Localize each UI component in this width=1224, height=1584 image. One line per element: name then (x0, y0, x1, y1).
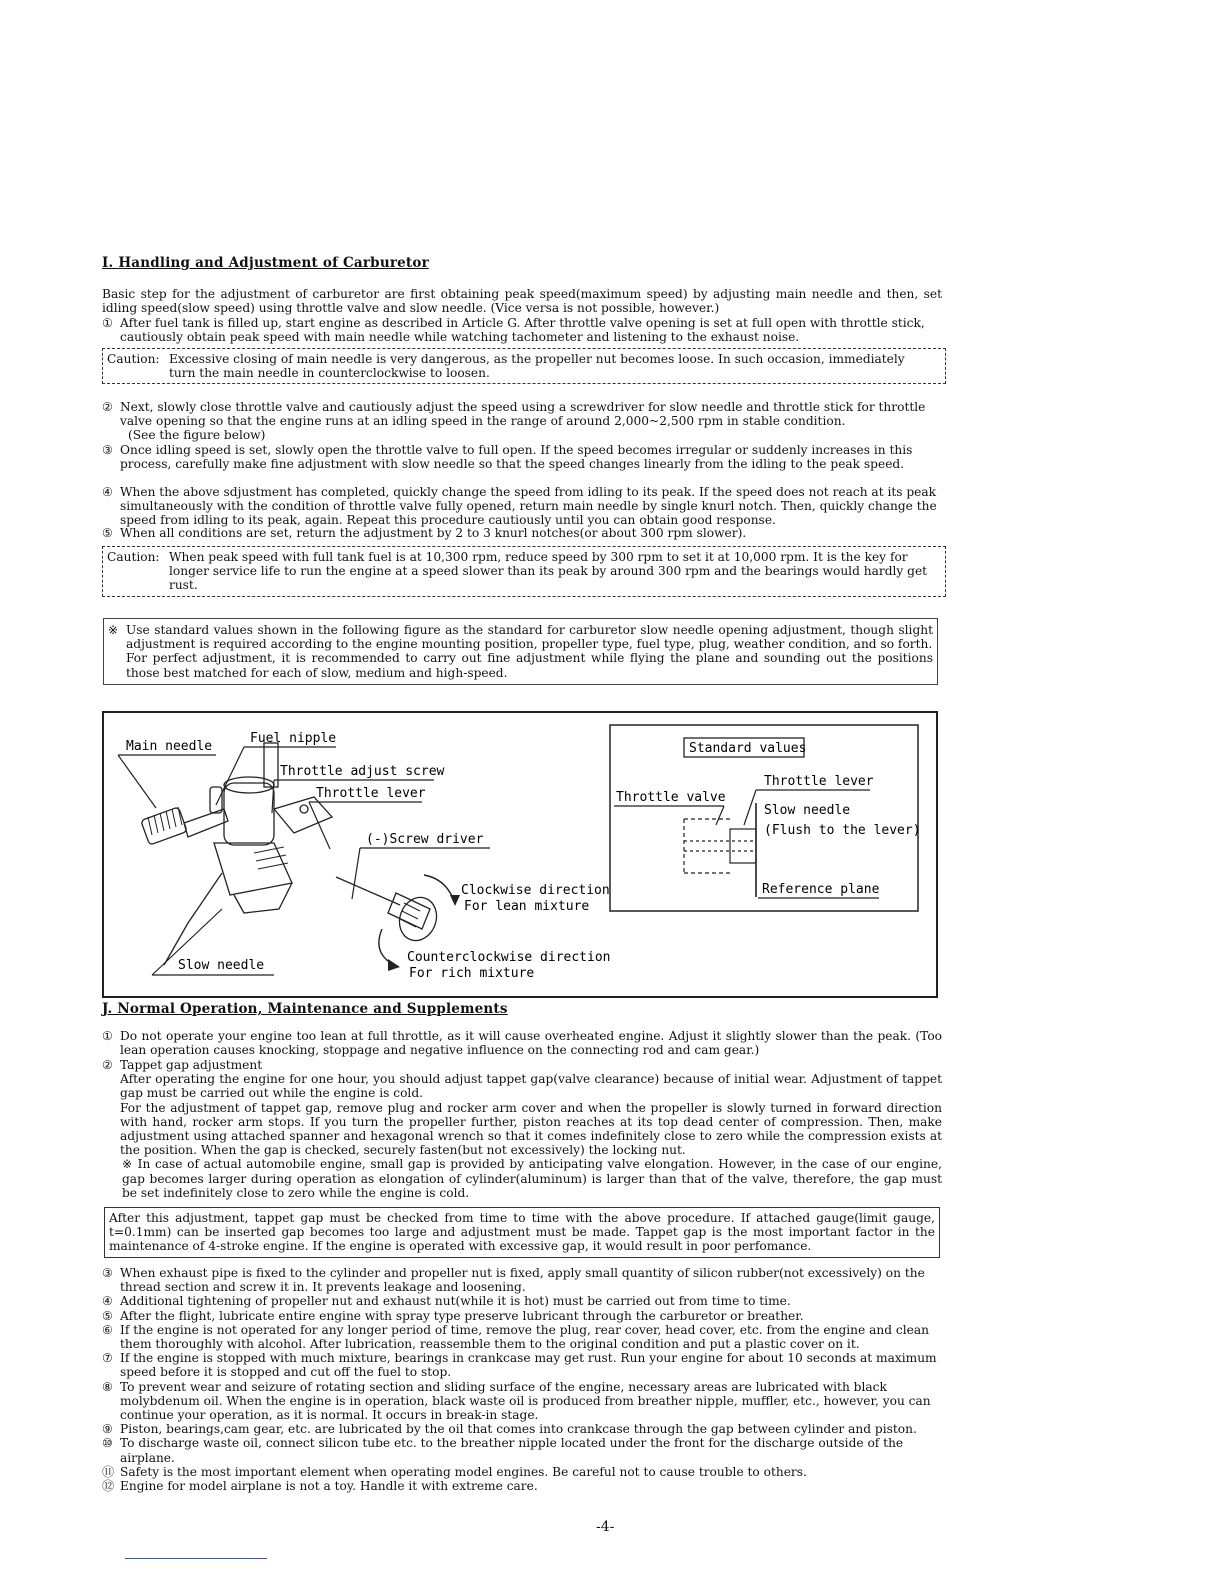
j-item-4 (102, 1294, 942, 1308)
j-item-12 (102, 1479, 942, 1493)
tappet-p2: For the adjustment of tappet gap, remove plug and rocker arm cover and when the propeller is slowly turned in forward direction with hand, rocker arm stops. If you turn the propeller further, piston reaches at its top dead center of compression. Then, make adjustment using attached spanner and hexagonal wrench so that it comes indefinitely close to zero while the compression exists at the position. When the gap is checked, securely fasten(but not excessively) the locking nut. (120, 1100, 942, 1158)
j-item-10-text: To discharge waste oil, connect silicon tube etc. to the breather nipple located under the front for the discharge outside of the airplane. (120, 1436, 904, 1465)
caution-box-1 (102, 348, 946, 384)
j-item-7-number: ⑦ (102, 1351, 113, 1366)
j-item-2-number: ② (102, 1058, 113, 1072)
j-item-2 (102, 1058, 942, 1200)
label-standard-values: Standard values (689, 741, 807, 756)
j-item-5-text: After the flight, lubricate entire engine with spray type preserve lubricant through the carburetor or breather. (120, 1308, 804, 1323)
j-item-11 (102, 1465, 942, 1479)
j-item-11-number: ⑪ (102, 1464, 115, 1479)
step-5 (102, 526, 942, 540)
j-item-9-number: ⑨ (102, 1422, 113, 1437)
caution-2-text: When peak speed with full tank fuel is at 10,300 rpm, reduce speed by 300 rpm to set it at 10,000 rpm. It is the key for longer service life to run the engine at a speed slower than its peak by around 300 rpm and the bearings would hardly get rust. (169, 550, 928, 593)
label-std-slow-needle: Slow needle (764, 803, 851, 818)
label-rich: For rich mixture (409, 966, 535, 981)
j-item-10 (102, 1436, 942, 1464)
j-item-3-text: When exhaust pipe is fixed to the cylinder and propeller nut is fixed, apply small quantity of silicon rubber(not excessively) on the thread section and screw it in. It prevents leakage and loosening. (120, 1266, 925, 1295)
j-item-12-text: Engine for model airplane is not a toy. Handle it with extreme care. (120, 1479, 538, 1494)
j-item-11-text: Safety is the most important element when operating model engines. Be careful not to cause trouble to others. (120, 1464, 807, 1479)
j-item-7-text: If the engine is stopped with much mixture, bearings in crankcase may get rust. Run your engine for about 10 seconds at maximum speed before it is stopped and cut off the fuel to stop. (120, 1351, 937, 1380)
tappet-title: Tappet gap adjustment (120, 1058, 263, 1072)
section-i-intro: Basic step for the adjustment of carburetor are first obtaining peak speed(maximum speed) by adjusting main needle and then, set idling speed(slow speed) using throttle valve and slow needle. (Vice versa is not possible, however.) (102, 287, 942, 316)
std-valve-drawing (684, 803, 756, 897)
label-counterclockwise: Counterclockwise direction (407, 950, 611, 965)
j-item-3-number: ③ (102, 1266, 113, 1280)
note-box (103, 618, 938, 685)
j-item-9-text: Piston, bearings,cam gear, etc. are lubricated by the oil that comes into crankcase through the gap between cylinder and piston. (120, 1422, 917, 1437)
section-j-title: J. Normal Operation, Maintenance and Supplements (102, 1001, 508, 1017)
j-item-12-number: ⑫ (102, 1479, 115, 1494)
tappet-p1: After operating the engine for one hour, you should adjust tappet gap(valve clearance) because of initial wear. Adjustment of tappet gap must be carried out while the engine is cold. (120, 1072, 942, 1101)
step-1 (102, 316, 942, 344)
j-item-6-text: If the engine is not operated for any longer period of time, remove the plug, rear cover, head cover, etc. from the engine and clean them thoroughly with alcohol. After lubrication, reassemble them to the original condition and put a plastic cover on it. (120, 1322, 929, 1352)
label-slow-needle: Slow needle (178, 958, 265, 973)
step-2-text: Next, slowly close throttle valve and cautiously adjust the speed using a screwdriver for slow needle and throttle stick for throttle valve opening so that the engine runs at an idling speed in the range of around 2,000~2,500 rpm in stable condition. (120, 400, 926, 429)
label-throttle-adjust-screw: Throttle adjust screw (280, 764, 445, 779)
bottom-link-line (125, 1558, 267, 1559)
step-2-number: ② (102, 400, 113, 414)
section-i-title: I. Handling and Adjustment of Carburetor (102, 255, 429, 271)
j-item-7 (102, 1351, 942, 1379)
j-item-8-number: ⑧ (102, 1379, 113, 1394)
j-item-4-text: Additional tightening of propeller nut and exhaust nut(while it is hot) must be carried out from time to time. (120, 1294, 791, 1309)
page-number: -4- (596, 1519, 615, 1535)
j-item-1-text: Do not operate your engine too lean at full throttle, as it will cause overheated engine. Adjust it slightly slower than the peak. (Too lean operation causes knocking, stoppage and negative influence on the connecting rod and cam gear.) (120, 1029, 942, 1058)
carburetor-figure (104, 713, 936, 996)
caution-2-label: Caution: (107, 550, 160, 564)
label-clockwise: Clockwise direction (461, 883, 610, 898)
j-item-5-number: ⑤ (102, 1308, 113, 1323)
caution-1-label: Caution: (107, 352, 160, 366)
label-lean: For lean mixture (464, 899, 590, 914)
label-throttle-lever: Throttle lever (316, 786, 426, 801)
label-std-throttle-valve: Throttle valve (616, 790, 726, 805)
note-text-1: Use standard values shown in the following figure as the standard for carburetor slow needle opening adjustment, though slight adjustment is required according to the engine mounting position, propeller type, fuel type, plug, weather condition, and so forth. (126, 623, 933, 652)
caution-box-2 (102, 546, 946, 597)
label-fuel-nipple: Fuel nipple (250, 731, 337, 746)
label-std-flush: (Flush to the lever) (764, 823, 921, 838)
screwdriver-drawing (336, 877, 442, 946)
j-items-list (102, 1266, 942, 1493)
j-item-1 (102, 1029, 942, 1057)
step-5-number: ⑤ (102, 526, 113, 540)
step-3 (102, 443, 942, 471)
label-screw-driver: (-)Screw driver (366, 832, 484, 847)
j-item-4-number: ④ (102, 1294, 113, 1309)
note-mark: ※ (108, 623, 119, 637)
caution-1-text: Excessive closing of main needle is very dangerous, as the propeller nut becomes loose. In such occasion, immediately turn the main needle in counterclockwise to loosen. (169, 352, 905, 381)
note-text-2: For perfect adjustment, it is recommended to carry out fine adjustment while flying the plane and sounding out the positions those best matched for each of slow, medium and high-speed. (126, 651, 933, 680)
step-1-number: ① (102, 316, 113, 330)
step-4-number: ④ (102, 485, 113, 499)
j-item-3 (102, 1266, 942, 1294)
j-item-10-number: ⑩ (102, 1436, 113, 1451)
step-2-extra: (See the figure below) (128, 428, 266, 443)
tappet-info-box: After this adjustment, tappet gap must be checked from time to time with the above procedure. If attached gauge(limit gauge, t=0.1mm) can be inserted gap becomes too large and adjustment must be made. Tappet gap is the most important factor in the maintenance of 4-stroke engine. If the engine is operated with excessive gap, it would result in poor perfomance. (104, 1207, 940, 1258)
step-4-text: When the above sdjustment has completed, quickly change the speed from idling to its peak. If the speed does not reach at its peak simultaneously with the condition of throttle valve fully opened, return main needle by single knurl notch. Then, quickly change the speed from idling to its peak, again. Repeat this procedure cautiously until you can obtain good response. (120, 485, 937, 528)
step-5-text: When all conditions are set, return the adjustment by 2 to 3 knurl notches(or about 300 rpm slower). (120, 526, 747, 540)
step-1-text: After fuel tank is filled up, start engine as described in Article G. After throttle valve opening is set at full open with throttle stick, cautiously obtain peak speed with main needle while watching tachometer and listening to the exhaust noise. (120, 316, 925, 345)
tappet-p3: ※ In case of actual automobile engine, small gap is provided by anticipating valve elongation. However, in the case of our engine, gap becomes larger during operation as elongation of cylinder(aluminum) is larger than that of the valve, therefore, the gap must be set indefinitely close to zero while the engine is cold. (122, 1157, 942, 1200)
j-item-6 (102, 1323, 942, 1351)
step-4 (102, 485, 942, 528)
j-item-1-number: ① (102, 1029, 113, 1043)
j-item-6-number: ⑥ (102, 1322, 113, 1337)
step-3-number: ③ (102, 443, 113, 457)
j-item-5 (102, 1309, 942, 1323)
j-item-8-text: To prevent wear and seizure of rotating section and sliding surface of the engine, necessary areas are lubricated with black molybdenum oil. When the engine is in operation, black waste oil is produced from breather nipple, muffler, etc., however, you can continue your operation, as it is normal. It occurs in break-in stage. (120, 1379, 931, 1423)
label-std-throttle-lever: Throttle lever (764, 774, 874, 789)
step-2 (102, 400, 942, 443)
label-main-needle: Main needle (126, 739, 213, 754)
step-3-text: Once idling speed is set, slowly open the throttle valve to full open. If the speed becomes irregular or suddenly increases in this process, carefully make fine adjustment with slow needle so that the speed changes linearly from the idling to the peak speed. (120, 443, 913, 472)
label-std-reference: Reference plane (762, 882, 880, 897)
carburetor-diagram (102, 711, 938, 998)
j-item-8 (102, 1380, 942, 1423)
j-item-9 (102, 1422, 942, 1436)
